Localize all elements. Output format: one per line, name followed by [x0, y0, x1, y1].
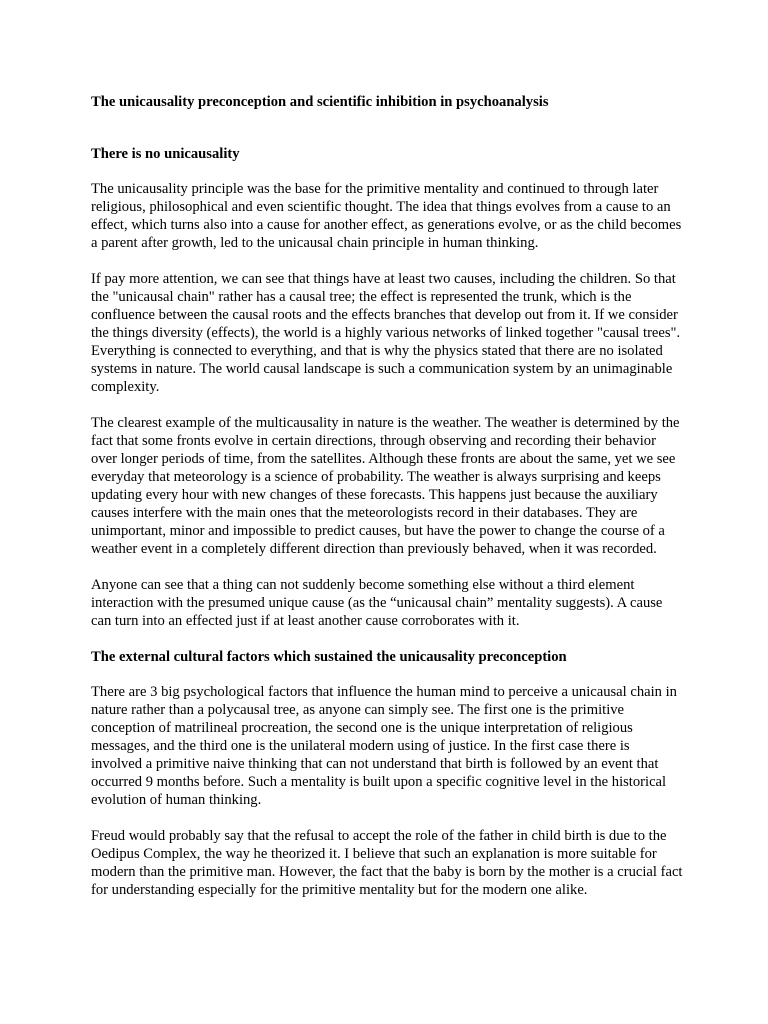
section-heading-no-unicausality: There is no unicausality	[91, 146, 240, 162]
paragraph: Anyone can see that a thing can not suddenly become something else without a third element interaction with the presumed unique cause (as the “unicausal chain” mentality suggests). A cause can turn into an effected just if at least another cause corroborates with it.	[91, 577, 663, 629]
paragraph: There are 3 big psychological factors that influence the human mind to perceive a unicausal chain in nature rather than a polycausal tree, as anyone can simply see. The first one is the primitive conception of matrilineal procreation, the second one is the unique interpretation of religious messages, and the third one is the unilateral modern using of justice. In the first case there is involved a primitive naive thinking that can not understand that birth is followed by an event that occurred 9 months before. Such a mentality is built upon a specific cognitive level in the historical evolution of human thinking.	[91, 684, 677, 808]
paragraph: The clearest example of the multicausality in nature is the weather. The weather is determined by the fact that some fronts evolve in certain directions, through observing and recording their behavior over longer periods of time, from the satellites. Although these fronts are about the same, yet we see everyday that meteorology is a science of probability. The weather is always surprising and keeps updating every hour with new changes of these forecasts. This happens just because the auxiliary causes interfere with the main ones that the meteorologists record in their databases. They are unimportant, minor and impossible to predict causes, but have the power to change the course of a weather event in a completely different direction than previously behaved, when it was recorded.	[91, 415, 680, 557]
section-heading-external-factors: The external cultural factors which sustained the unicausality preconception	[91, 649, 567, 665]
document-title: The unicausality preconception and scientific inhibition in psychoanalysis	[91, 94, 549, 110]
paragraph: Freud would probably say that the refusal to accept the role of the father in child birth is due to the Oedipus Complex, the way he theorized it. I believe that such an explanation is more suitable for modern than the primitive man. However, the fact that the baby is born by the mother is a crucial fact for understanding especially for the primitive mentality but for the modern one alike.	[91, 828, 683, 898]
paragraph: If pay more attention, we can see that things have at least two causes, including the children. So that the "unicausal chain" rather has a causal tree; the effect is represented the trunk, which is the confluence between the causal roots and the effects branches that develop out from it. If we consider the things diversity (effects), the world is a highly various networks of linked together "causal trees". Everything is connected to everything, and that is why the physics stated that there are no isolated systems in nature. The world causal landscape is such a communication system by an unimaginable complexity.	[91, 271, 681, 395]
document-page	[91, 93, 683, 917]
paragraph: The unicausality principle was the base for the primitive mentality and continued to through later religious, philosophical and even scientific thought. The idea that things evolves from a cause to an effect, which turns also into a cause for another effect, as generations evolve, or as the child becomes a parent after growth, led to the unicausal chain principle in human thinking.	[91, 181, 682, 251]
